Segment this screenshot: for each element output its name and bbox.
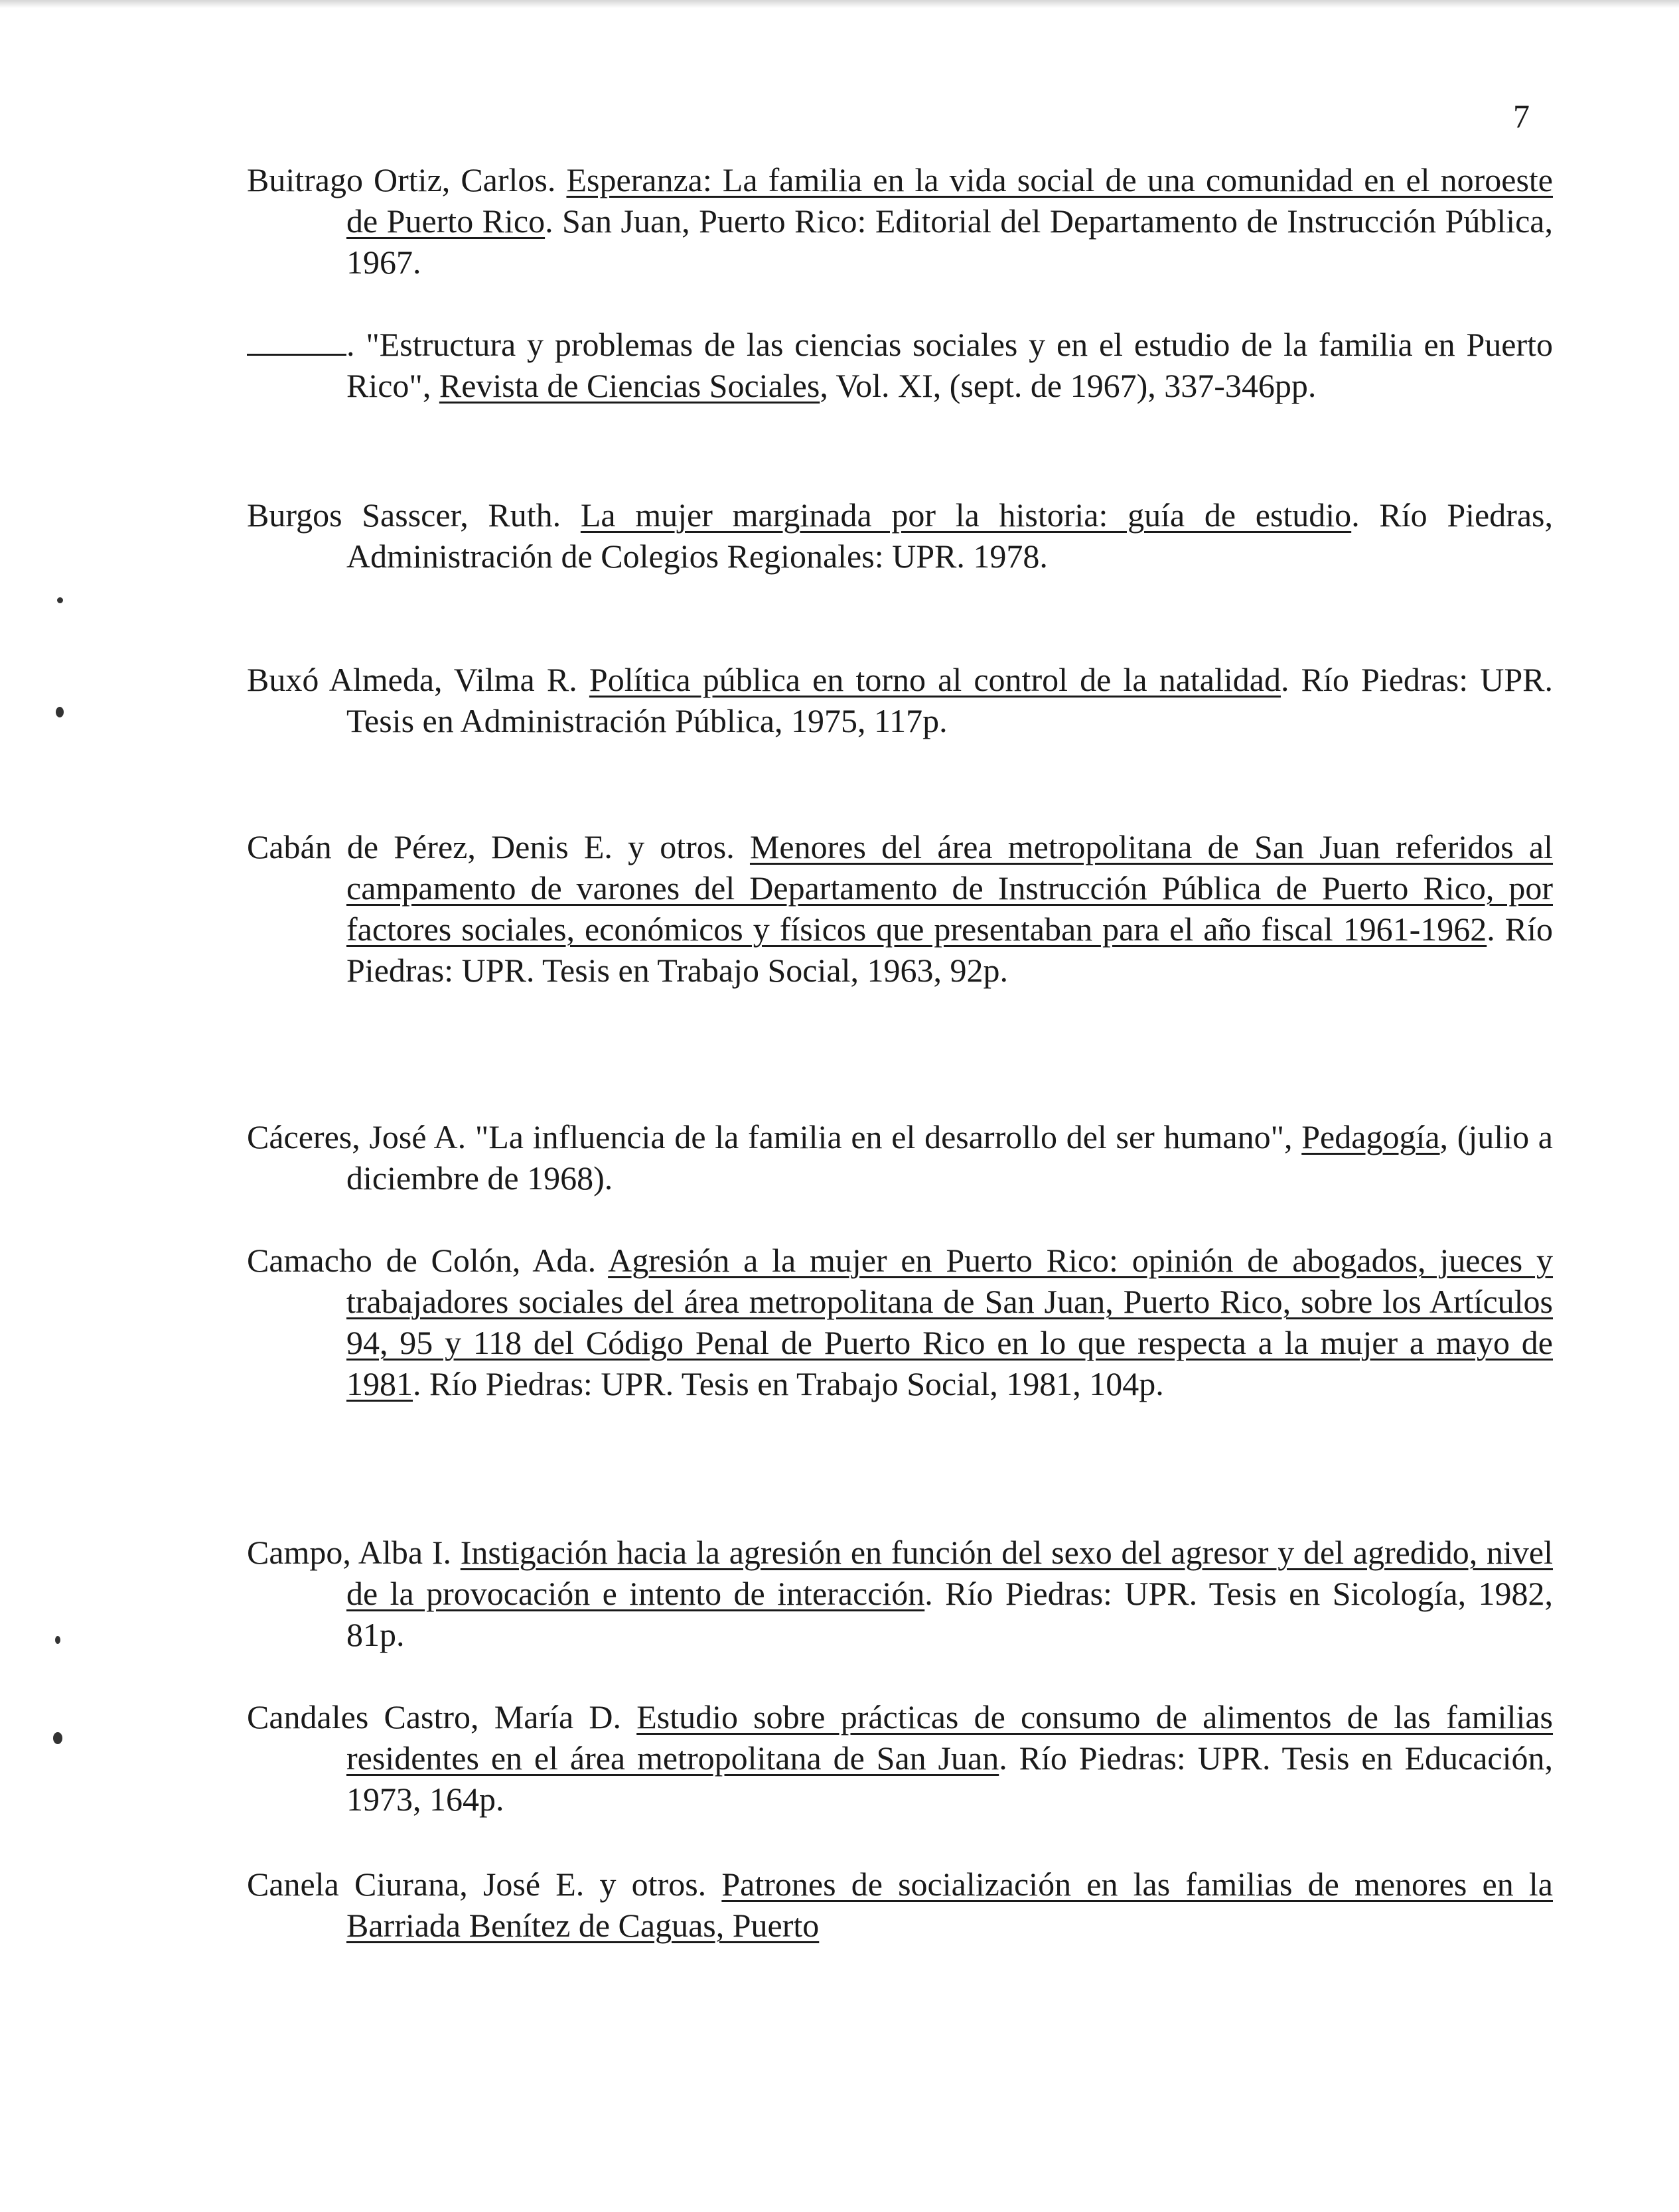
bibliography-entry [247,826,1553,991]
entry-publication: . Río Piedras, Administración de Colegios Regionales: UPR. 1978. [346,496,1554,575]
bibliography-entry [247,1864,1553,1946]
entry-author: Camacho de Colón, Ada. [247,1242,597,1279]
entry-author: Cabán de Pérez, Denis E. y otros. [247,828,735,865]
entry-publication: . Río Piedras: UPR. Tesis en Trabajo Social, 1963, 92p. [346,911,1553,989]
entry-title: Agresión a la mujer en Puerto Rico: opinión de abogados, jueces y trabajadores sociales del área metropolitana de San Juan, Puerto Rico, sobre los Artículos 94, 95 y 118 del Código Penal de Puerto Rico en lo que respecta a la mujer a mayo de 1981 [346,1242,1554,1402]
bibliography-entry [247,1532,1553,1655]
scan-speck [55,1636,60,1644]
entry-author: Buxó Almeda, Vilma R. [247,661,577,698]
entry-publication: . Río Piedras: UPR. Tesis en Administración Pública, 1975, 117p. [346,661,1554,739]
bibliography-entry [247,494,1553,577]
entry-article-title: "La influencia de la familia en el desarrollo del ser humano", [475,1118,1293,1155]
entry-journal: Revista de Ciencias Sociales [439,367,820,404]
entry-author: Candales Castro, María D. [247,1698,621,1735]
entry-title: Instigación hacia la agresión en función del sexo del agresor y del agredido, nivel de la provocación e intento de interacción [346,1534,1553,1612]
entry-publication: . Río Piedras: UPR. Tesis en Trabajo Social, 1981, 104p. [413,1365,1164,1402]
entry-publication: , Vol. XI, (sept. de 1967), 337-346pp. [820,367,1317,404]
entry-title: La mujer marginada por la historia: guía de estudio [580,496,1352,534]
entry-publication: . San Juan, Puerto Rico: Editorial del Departamento de Instrucción Pública, 1967. [346,202,1554,281]
entry-title: Política pública en torno al control de la natalidad [589,661,1281,698]
entry-article-title: "Estructura y problemas de las ciencias sociales y en el estudio de la familia en Puerto Rico", [346,326,1553,404]
bibliography-entry [247,1240,1553,1404]
bibliography-entry [247,1696,1553,1820]
bibliography-entry [247,1116,1553,1199]
entry-title: Esperanza: La familia en la vida social de una comunidad en el noroeste de Puerto Rico [346,161,1553,240]
entry-title: Menores del área metropolitana de San Juan referidos al campamento de varones del Departamento de Instrucción Pública de Puerto Rico, por factores sociales, económicos y físicos que presentaban para el año fiscal 1961-1962 [346,828,1554,948]
entry-publication: , (julio a diciembre de 1968). [346,1118,1553,1197]
bibliography-entry [247,159,1553,283]
entry-publication: . Río Piedras: UPR. Tesis en Educación, 1973, 164p. [346,1739,1553,1818]
bibliography-entry [247,324,1553,406]
entry-journal: Pedagogía [1301,1118,1440,1155]
entry-author: Campo, Alba I. [247,1534,452,1571]
scan-speck [56,707,64,717]
scan-edge-shadow [0,0,1679,8]
entry-author: Canela Ciurana, José E. y otros. [247,1866,707,1903]
entry-author: Cáceres, José A. [247,1118,467,1155]
entry-author: Burgos Sasscer, Ruth. [247,496,561,534]
scan-speck [57,597,63,603]
bibliography-entry [247,659,1553,741]
entry-author: Buitrago Ortiz, Carlos. [247,161,556,198]
entry-title: Patrones de socialización en las familias de menores en la Barriada Benítez de Caguas, Puerto [346,1866,1553,1944]
scan-speck [53,1732,62,1744]
entry-title: Estudio sobre prácticas de consumo de alimentos de las familias residentes en el área metropolitana de San Juan [346,1698,1554,1777]
page-number: 7 [1513,98,1530,135]
entry-publication: . Río Piedras: UPR. Tesis en Sicología, 1982, 81p. [346,1575,1553,1653]
entry-author-repeat-dash: . [247,326,355,363]
